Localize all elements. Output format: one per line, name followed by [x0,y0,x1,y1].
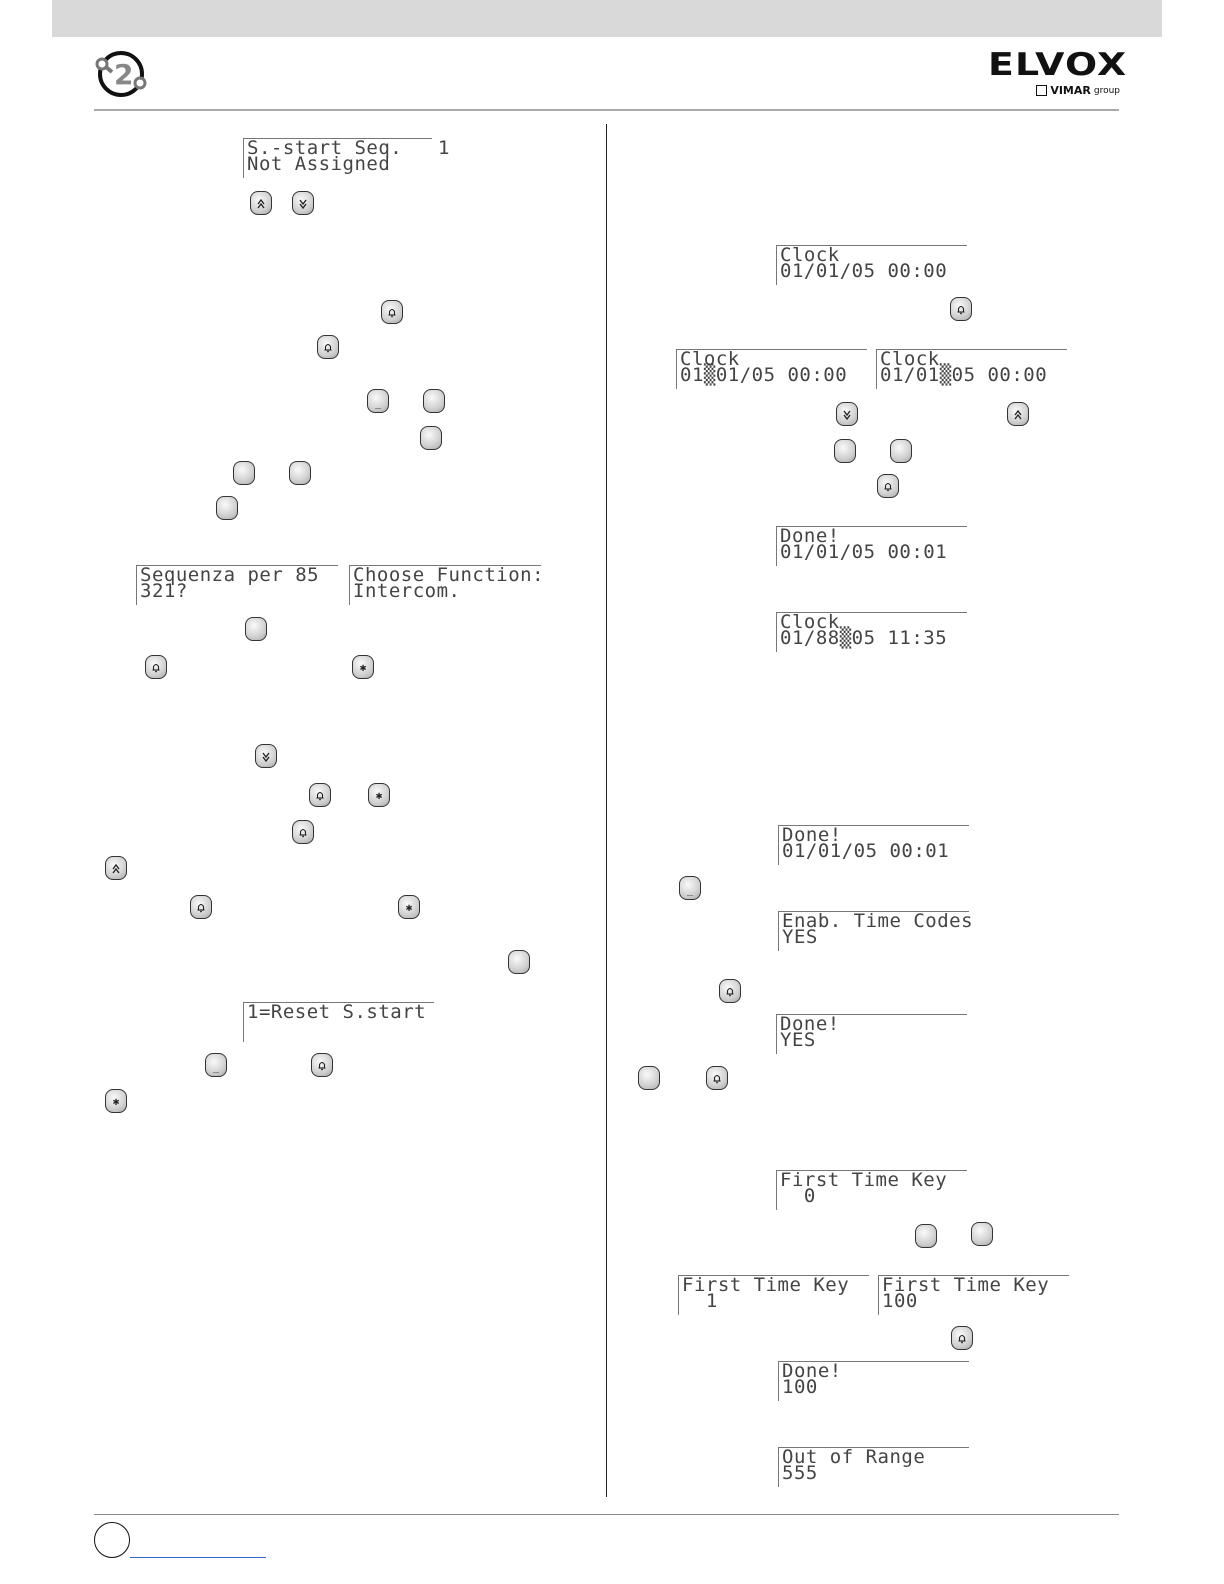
brand-subtitle: VIMAR group [1036,84,1120,97]
bell-icon [386,305,398,320]
bell-button[interactable] [951,1326,973,1350]
lcd-enab-time-codes: Enab. Time Codes YES [778,911,969,951]
bell-button[interactable] [877,474,899,498]
lcd-clock-cursor-b: Clock 01/01▒05 00:00 [876,349,1067,389]
minus-button[interactable] [205,1053,227,1077]
down-button[interactable] [292,191,314,215]
bell-button[interactable] [311,1053,333,1077]
key-button[interactable] [423,389,445,413]
up-button[interactable] [250,191,272,215]
down-arrow-icon [841,407,853,422]
lcd-first-time-key-100: First Time Key 100 [878,1275,1069,1315]
bell-button[interactable] [145,655,167,679]
bell-button[interactable] [381,300,403,324]
key-button[interactable] [289,461,311,485]
key-button[interactable] [216,496,238,520]
lcd-clock-cursor-a: Clock 01▒01/05 00:00 [676,349,867,389]
bell-icon [297,825,309,840]
minus-icon: _ [374,397,382,409]
key-button[interactable] [834,439,856,463]
bell-icon [150,660,162,675]
bell-button[interactable] [190,895,212,919]
star-icon: ✱ [112,1094,120,1108]
key-button[interactable] [233,461,255,485]
lcd-out-of-range: Out of Range 555 [778,1447,969,1487]
system-2-logo-icon [94,48,152,100]
lcd-sstart-seq: S.-start Seq. 1 Not Assigned [243,138,432,178]
brand-name: ELVOX [988,47,1128,83]
star-button[interactable] [398,895,420,919]
minus-button[interactable] [367,389,389,413]
page-number-circle [94,1522,130,1558]
bell-icon [882,479,894,494]
star-icon: ✱ [359,660,367,674]
lcd-clock-initial: Clock 01/01/05 00:00 [776,245,967,285]
key-button[interactable] [420,426,442,450]
bell-icon [195,900,207,915]
star-button[interactable] [105,1089,127,1113]
key-button[interactable] [638,1066,660,1090]
up-arrow-icon [1012,407,1024,422]
bell-button[interactable] [706,1066,728,1090]
lcd-done-clock: Done! 01/01/05 00:01 [776,526,967,566]
lcd-choose-function: Choose Function: Intercom. [349,565,541,605]
lcd-first-time-key-1: First Time Key 1 [678,1275,869,1315]
bell-button[interactable] [719,979,741,1003]
header-rule [94,109,1119,111]
bell-button[interactable] [317,335,339,359]
key-button[interactable] [971,1222,993,1246]
bell-button[interactable] [309,783,331,807]
lcd-first-time-key-0: First Time Key 0 [776,1170,967,1210]
bell-icon [316,1058,328,1073]
down-arrow-icon [260,749,272,764]
bell-icon [956,1331,968,1346]
bell-icon [322,340,334,355]
down-arrow-icon [297,196,309,211]
key-button[interactable] [890,439,912,463]
elvox-logo [988,47,1128,100]
bell-icon [314,788,326,803]
bell-icon [955,302,967,317]
lcd-reset-sstart: 1=Reset S.start [243,1002,434,1042]
bell-icon [711,1071,723,1086]
svg-text:2: 2 [114,58,134,91]
star-icon: ✱ [405,900,413,914]
star-button[interactable] [352,655,374,679]
vimar-icon [1036,85,1047,96]
bell-button[interactable] [292,820,314,844]
key-button[interactable] [508,950,530,974]
up-button[interactable] [1007,402,1029,426]
column-divider [606,124,607,1497]
star-icon: ✱ [375,788,383,802]
lcd-done-clock-2: Done! 01/01/05 00:01 [778,825,969,865]
up-arrow-icon [110,861,122,876]
lcd-sequenza: Sequenza per 85 321? [136,565,338,605]
down-button[interactable] [836,402,858,426]
minus-button[interactable] [679,876,701,900]
header-bar [52,0,1162,37]
minus-icon: _ [686,884,694,896]
lcd-done-100: Done! 100 [778,1361,969,1401]
bell-icon [724,984,736,999]
footer-link-line [130,1557,266,1558]
bell-button[interactable] [950,297,972,321]
star-button[interactable] [368,783,390,807]
footer-rule [94,1514,1119,1515]
key-button[interactable] [915,1224,937,1248]
up-arrow-icon [255,196,267,211]
minus-icon: _ [212,1061,220,1073]
down-button[interactable] [255,744,277,768]
up-button[interactable] [105,856,127,880]
key-button[interactable] [245,617,267,641]
lcd-done-yes: Done! YES [776,1014,967,1054]
lcd-clock-set: Clock 01/88▒05 11:35 [776,612,967,652]
